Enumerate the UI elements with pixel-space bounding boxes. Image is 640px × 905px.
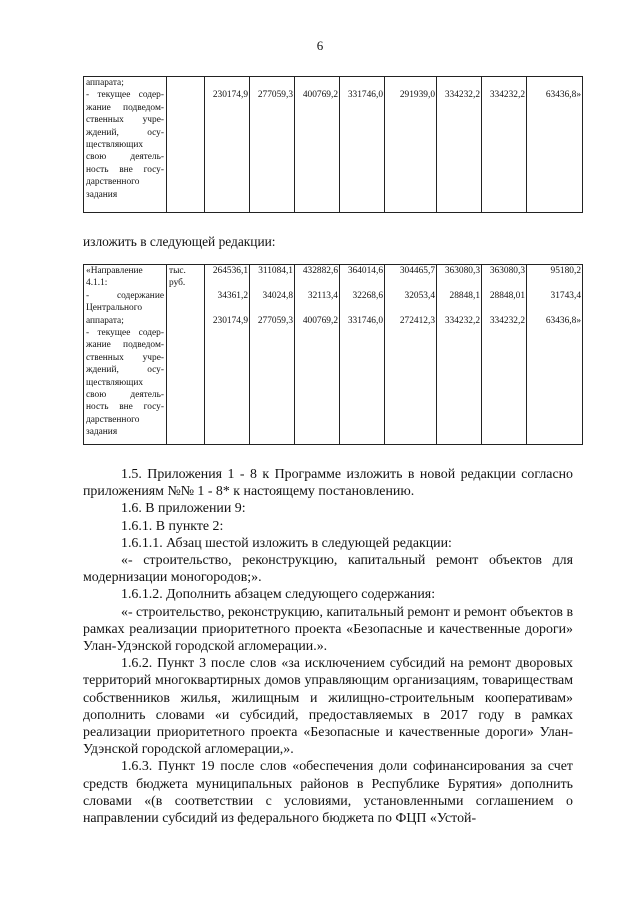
description-cell (84, 265, 167, 445)
value-cell (437, 77, 482, 213)
value: 334232,2 (444, 90, 480, 101)
paragraph: 1.6.1.2. Дополнить абзацем следующего содержания: (121, 587, 436, 603)
description-line: аппарата; (86, 78, 124, 88)
description-line: ственных учре- (86, 115, 164, 126)
body-text (83, 466, 573, 827)
value: 334232,2 (489, 90, 525, 101)
value-cell (527, 265, 583, 445)
description-line: задания (86, 427, 118, 438)
description-line: Центрального (86, 303, 143, 314)
description-line: - содержание (86, 290, 164, 301)
paragraph: 1.6. В приложении 9: (121, 501, 246, 517)
value: 28848,01 (489, 290, 525, 301)
description-line: аппарата; (86, 315, 124, 326)
description-line: ность вне госу- (86, 402, 164, 413)
value: 95180,2 (550, 266, 581, 276)
value-cell (385, 77, 437, 213)
value-cell (482, 77, 527, 213)
value: 311084,1 (258, 266, 293, 276)
paragraph: 1.6.2. Пункт 3 после слов «за исключением субсидий на ремонт дворовых территорий многоквартирных домов управляющим организациям, товариществам собственников жилья, жилищным и жилищно-строительным кооперативам» дополнить словами «и субсидий, предоставляемых в 2017 году в рамках реализации приоритетного проекта «Безопасные и качественные дороги» Улан-Удэнской городской агломерации,». (83, 656, 573, 758)
value: 363080,3 (489, 266, 525, 276)
value: 334232,2 (444, 315, 480, 326)
paragraph: 1.6.1.1. Абзац шестой изложить в следующей редакции: (121, 535, 452, 551)
value: 364014,6 (347, 266, 383, 276)
description-line: - текущее содер- (86, 328, 164, 339)
value: 277059,3 (257, 315, 293, 326)
value-cell (437, 265, 482, 445)
value: 432882,6 (302, 266, 338, 276)
budget-table-old (83, 76, 583, 213)
paragraph: «- строительство, реконструкцию, капитальный ремонт и ремонт объектов в рамках реализации приоритетного проекта «Безопасные и качественные дороги» Улан-Удэнской городской агломерации.». (83, 604, 573, 655)
section-subtitle: изложить в следующей редакции: (83, 234, 276, 249)
unit-line: тыс. (169, 266, 186, 276)
unit-line: руб. (169, 278, 186, 289)
value: 277059,3 (257, 90, 293, 101)
paragraph: 1.6.1. В пункте 2: (121, 518, 224, 534)
value: 334232,2 (489, 315, 525, 326)
description-cell (84, 77, 167, 213)
value: 31743,4 (550, 290, 581, 301)
value-cell (527, 77, 583, 213)
value: 34024,8 (262, 290, 293, 301)
unit-cell (167, 77, 205, 213)
description-line: дарственного (86, 177, 140, 188)
value: 291939,0 (399, 90, 435, 101)
description-line: свою деятель- (86, 152, 164, 163)
value: 363080,3 (444, 266, 480, 276)
budget-table-new (83, 264, 583, 445)
description-line: ность вне госу- (86, 164, 164, 175)
value-cell (340, 265, 385, 445)
description-line: «Направление (86, 266, 143, 276)
value: 32268,6 (352, 290, 383, 301)
value: 264536,1 (212, 266, 248, 276)
value-cell (205, 77, 250, 213)
value: 400769,2 (302, 315, 338, 326)
description-line: жание подведом- (86, 102, 164, 113)
description-line: ждений, осу- (86, 127, 164, 138)
value: 331746,0 (347, 90, 383, 101)
description-line: ждений, осу- (86, 365, 164, 376)
description-line: дарственного (86, 414, 140, 425)
description-line: - текущее содер- (86, 90, 164, 101)
paragraph: «- строительство, реконструкцию, капитальный ремонт объектов для модернизации моногородов;». (83, 553, 573, 586)
value-cell (295, 77, 340, 213)
paragraph: 1.5. Приложения 1 - 8 к Программе изложить в новой редакции согласно приложениям №№ 1 - 8* к настоящему постановлению. (83, 467, 573, 500)
page-number: 6 (316, 38, 324, 53)
value: 63436,8» (545, 90, 581, 101)
description-line: 4.1.1: (86, 278, 108, 289)
value: 400769,2 (302, 90, 338, 101)
description-line: ществляющих (86, 377, 144, 388)
value-cell (482, 265, 527, 445)
value: 32113,4 (307, 290, 338, 301)
value-cell (340, 77, 385, 213)
value-cell (385, 265, 437, 445)
description-line: свою деятель- (86, 390, 164, 401)
value: 331746,0 (347, 315, 383, 326)
value: 230174,9 (212, 90, 248, 101)
description-line: жание подведом- (86, 340, 164, 351)
description-line: ственных учре- (86, 352, 164, 363)
value: 32053,4 (404, 290, 435, 301)
value: 304465,7 (399, 266, 435, 276)
value: 272412,3 (399, 315, 435, 326)
description-line: ществляющих (86, 140, 144, 151)
value-cell (250, 77, 295, 213)
unit-cell (167, 265, 205, 445)
value-cell (250, 265, 295, 445)
value-cell (295, 265, 340, 445)
value: 63436,8» (545, 315, 581, 326)
value: 34361,2 (217, 290, 248, 301)
value-cell (205, 265, 250, 445)
value: 230174,9 (212, 315, 248, 326)
paragraph: 1.6.3. Пункт 19 после слов «обеспечения доли софинансирования за счет средств бюджета муниципальных районов в Республике Бурятия» дополнить словами «(в соответствии с условиями, установленными соглашением о направлении субсидий из федерального бюджета по ФЦП «Устой- (83, 759, 573, 827)
value: 28848,1 (449, 290, 480, 301)
description-line: задания (86, 189, 118, 200)
